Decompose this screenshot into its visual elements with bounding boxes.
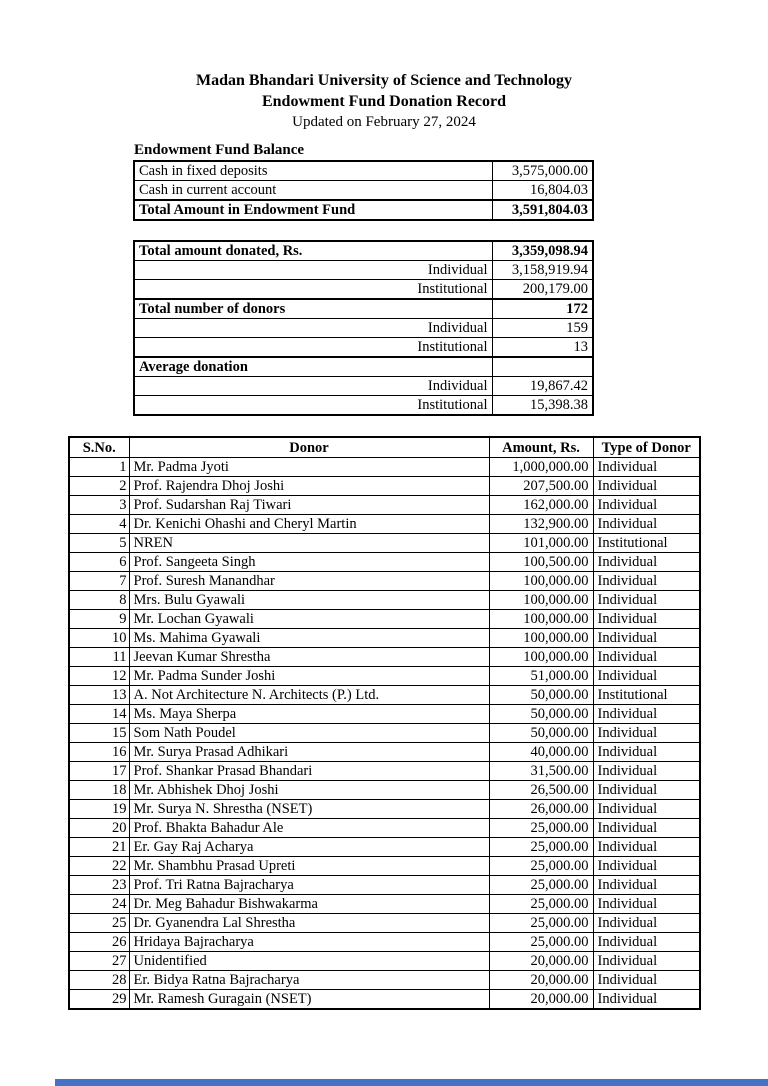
donor-cell: Prof. Sangeeta Singh bbox=[129, 553, 489, 572]
summary-row bbox=[134, 396, 593, 416]
donor-cell: Jeevan Kumar Shrestha bbox=[129, 648, 489, 667]
amount-cell: 25,000.00 bbox=[489, 895, 593, 914]
table-row bbox=[69, 857, 700, 876]
sno-cell: 19 bbox=[69, 800, 129, 819]
table-row bbox=[69, 819, 700, 838]
balance-heading: Endowment Fund Balance bbox=[134, 142, 305, 158]
amount-cell: 20,000.00 bbox=[489, 971, 593, 990]
sno-cell: 1 bbox=[69, 458, 129, 477]
amount-cell: 50,000.00 bbox=[489, 705, 593, 724]
table-row bbox=[69, 477, 700, 496]
summary-label: Individual bbox=[134, 261, 492, 280]
balance-body bbox=[134, 161, 593, 220]
sno-cell: 27 bbox=[69, 952, 129, 971]
donor-cell: Dr. Kenichi Ohashi and Cheryl Martin bbox=[129, 515, 489, 534]
sno-cell: 17 bbox=[69, 762, 129, 781]
table-row bbox=[69, 572, 700, 591]
balance-row bbox=[134, 161, 593, 181]
donor-cell: Prof. Rajendra Dhoj Joshi bbox=[129, 477, 489, 496]
sno-cell: 10 bbox=[69, 629, 129, 648]
table-row bbox=[69, 591, 700, 610]
type-cell: Individual bbox=[593, 458, 700, 477]
donor-cell: Mr. Abhishek Dhoj Joshi bbox=[129, 781, 489, 800]
donor-list-table bbox=[68, 436, 701, 1010]
donor-cell: Hridaya Bajracharya bbox=[129, 933, 489, 952]
summary-label: Institutional bbox=[134, 338, 492, 358]
type-cell: Individual bbox=[593, 800, 700, 819]
summary-label: Individual bbox=[134, 377, 492, 396]
table-row bbox=[69, 534, 700, 553]
amount-cell: 40,000.00 bbox=[489, 743, 593, 762]
donor-cell: Ms. Maya Sherpa bbox=[129, 705, 489, 724]
balance-row bbox=[134, 181, 593, 201]
table-row bbox=[69, 971, 700, 990]
sno-cell: 20 bbox=[69, 819, 129, 838]
bottom-accent-bar bbox=[55, 1079, 768, 1086]
sno-cell: 26 bbox=[69, 933, 129, 952]
donors-body bbox=[69, 458, 700, 1010]
sno-cell: 5 bbox=[69, 534, 129, 553]
summary-row bbox=[134, 338, 593, 358]
sno-cell: 9 bbox=[69, 610, 129, 629]
sno-cell: 6 bbox=[69, 553, 129, 572]
table-row bbox=[69, 648, 700, 667]
type-cell: Individual bbox=[593, 743, 700, 762]
sno-cell: 12 bbox=[69, 667, 129, 686]
type-cell: Individual bbox=[593, 971, 700, 990]
amount-cell: 51,000.00 bbox=[489, 667, 593, 686]
donor-cell: Mr. Padma Sunder Joshi bbox=[129, 667, 489, 686]
amount-cell: 26,000.00 bbox=[489, 800, 593, 819]
balance-label: Cash in current account bbox=[134, 181, 492, 201]
table-row bbox=[69, 895, 700, 914]
sno-cell: 4 bbox=[69, 515, 129, 534]
balance-row bbox=[134, 200, 593, 220]
table-row bbox=[69, 458, 700, 477]
donor-cell: Er. Bidya Ratna Bajracharya bbox=[129, 971, 489, 990]
summary-value bbox=[492, 357, 593, 377]
summary-value: 15,398.38 bbox=[492, 396, 593, 416]
sno-cell: 24 bbox=[69, 895, 129, 914]
column-header: Donor bbox=[129, 437, 489, 458]
table-row bbox=[69, 781, 700, 800]
sno-cell: 11 bbox=[69, 648, 129, 667]
type-cell: Individual bbox=[593, 591, 700, 610]
table-row bbox=[69, 629, 700, 648]
amount-cell: 20,000.00 bbox=[489, 990, 593, 1010]
summary-value: 3,359,098.94 bbox=[492, 241, 593, 261]
summary-value: 159 bbox=[492, 319, 593, 338]
summary-row bbox=[134, 280, 593, 300]
summary-value: 13 bbox=[492, 338, 593, 358]
type-cell: Individual bbox=[593, 572, 700, 591]
table-row bbox=[69, 610, 700, 629]
type-cell: Individual bbox=[593, 648, 700, 667]
donor-cell: Mr. Surya N. Shrestha (NSET) bbox=[129, 800, 489, 819]
donor-cell: Mrs. Bulu Gyawali bbox=[129, 591, 489, 610]
doc-title: Madan Bhandari University of Science and Technology bbox=[195, 72, 573, 89]
type-cell: Individual bbox=[593, 515, 700, 534]
type-cell: Individual bbox=[593, 838, 700, 857]
column-header: Type of Donor bbox=[593, 437, 700, 458]
summary-value: 3,158,919.94 bbox=[492, 261, 593, 280]
summary-label: Institutional bbox=[134, 396, 492, 416]
amount-cell: 26,500.00 bbox=[489, 781, 593, 800]
donor-cell: Prof. Tri Ratna Bajracharya bbox=[129, 876, 489, 895]
type-cell: Individual bbox=[593, 819, 700, 838]
summary-row bbox=[134, 299, 593, 319]
donor-cell: Mr. Surya Prasad Adhikari bbox=[129, 743, 489, 762]
summary-body bbox=[134, 241, 593, 415]
sno-cell: 25 bbox=[69, 914, 129, 933]
amount-cell: 100,000.00 bbox=[489, 629, 593, 648]
donor-cell: Mr. Lochan Gyawali bbox=[129, 610, 489, 629]
type-cell: Individual bbox=[593, 952, 700, 971]
type-cell: Institutional bbox=[593, 534, 700, 553]
sno-cell: 28 bbox=[69, 971, 129, 990]
type-cell: Individual bbox=[593, 705, 700, 724]
donor-cell: Prof. Shankar Prasad Bhandari bbox=[129, 762, 489, 781]
balance-value: 3,575,000.00 bbox=[492, 161, 593, 181]
sno-cell: 16 bbox=[69, 743, 129, 762]
amount-cell: 207,500.00 bbox=[489, 477, 593, 496]
type-cell: Individual bbox=[593, 990, 700, 1010]
donor-cell: Er. Gay Raj Acharya bbox=[129, 838, 489, 857]
table-row bbox=[69, 724, 700, 743]
amount-cell: 25,000.00 bbox=[489, 857, 593, 876]
type-cell: Individual bbox=[593, 762, 700, 781]
summary-label: Total amount donated, Rs. bbox=[134, 241, 492, 261]
summary-row bbox=[134, 241, 593, 261]
donor-cell: Som Nath Poudel bbox=[129, 724, 489, 743]
type-cell: Individual bbox=[593, 895, 700, 914]
summary-row bbox=[134, 357, 593, 377]
type-cell: Individual bbox=[593, 914, 700, 933]
type-cell: Individual bbox=[593, 496, 700, 515]
donor-cell: Mr. Padma Jyoti bbox=[129, 458, 489, 477]
type-cell: Individual bbox=[593, 781, 700, 800]
sno-cell: 2 bbox=[69, 477, 129, 496]
donor-cell: Prof. Bhakta Bahadur Ale bbox=[129, 819, 489, 838]
type-cell: Individual bbox=[593, 667, 700, 686]
amount-cell: 50,000.00 bbox=[489, 686, 593, 705]
sno-cell: 23 bbox=[69, 876, 129, 895]
updated-date: Updated on February 27, 2024 bbox=[292, 114, 476, 130]
type-cell: Individual bbox=[593, 876, 700, 895]
donor-cell: Prof. Suresh Manandhar bbox=[129, 572, 489, 591]
table-row bbox=[69, 667, 700, 686]
amount-cell: 25,000.00 bbox=[489, 914, 593, 933]
amount-cell: 100,000.00 bbox=[489, 610, 593, 629]
table-row bbox=[69, 952, 700, 971]
sno-cell: 8 bbox=[69, 591, 129, 610]
amount-cell: 25,000.00 bbox=[489, 819, 593, 838]
amount-cell: 31,500.00 bbox=[489, 762, 593, 781]
summary-row bbox=[134, 319, 593, 338]
summary-label: Individual bbox=[134, 319, 492, 338]
type-cell: Institutional bbox=[593, 686, 700, 705]
donor-cell: Mr. Ramesh Guragain (NSET) bbox=[129, 990, 489, 1010]
donor-cell: Unidentified bbox=[129, 952, 489, 971]
donation-summary-table bbox=[133, 240, 594, 416]
table-row bbox=[69, 838, 700, 857]
amount-cell: 1,000,000.00 bbox=[489, 458, 593, 477]
amount-cell: 25,000.00 bbox=[489, 876, 593, 895]
sno-cell: 3 bbox=[69, 496, 129, 515]
table-row bbox=[69, 496, 700, 515]
donors-header-row bbox=[69, 437, 700, 458]
sno-cell: 29 bbox=[69, 990, 129, 1010]
table-row bbox=[69, 553, 700, 572]
table-row bbox=[69, 990, 700, 1010]
donor-cell: Prof. Sudarshan Raj Tiwari bbox=[129, 496, 489, 515]
amount-cell: 100,500.00 bbox=[489, 553, 593, 572]
sno-cell: 14 bbox=[69, 705, 129, 724]
sno-cell: 21 bbox=[69, 838, 129, 857]
sno-cell: 15 bbox=[69, 724, 129, 743]
summary-value: 19,867.42 bbox=[492, 377, 593, 396]
column-header: S.No. bbox=[69, 437, 129, 458]
summary-label: Average donation bbox=[134, 357, 492, 377]
amount-cell: 100,000.00 bbox=[489, 648, 593, 667]
type-cell: Individual bbox=[593, 857, 700, 876]
sno-cell: 13 bbox=[69, 686, 129, 705]
amount-cell: 25,000.00 bbox=[489, 838, 593, 857]
amount-cell: 50,000.00 bbox=[489, 724, 593, 743]
table-row bbox=[69, 762, 700, 781]
balance-value: 16,804.03 bbox=[492, 181, 593, 201]
table-row bbox=[69, 743, 700, 762]
column-header: Amount, Rs. bbox=[489, 437, 593, 458]
table-row bbox=[69, 914, 700, 933]
type-cell: Individual bbox=[593, 477, 700, 496]
type-cell: Individual bbox=[593, 933, 700, 952]
summary-row bbox=[134, 377, 593, 396]
type-cell: Individual bbox=[593, 629, 700, 648]
type-cell: Individual bbox=[593, 724, 700, 743]
table-row bbox=[69, 515, 700, 534]
amount-cell: 100,000.00 bbox=[489, 572, 593, 591]
summary-row bbox=[134, 261, 593, 280]
summary-label: Total number of donors bbox=[134, 299, 492, 319]
table-row bbox=[69, 705, 700, 724]
amount-cell: 162,000.00 bbox=[489, 496, 593, 515]
summary-label: Institutional bbox=[134, 280, 492, 300]
balance-label: Cash in fixed deposits bbox=[134, 161, 492, 181]
donor-cell: Mr. Shambhu Prasad Upreti bbox=[129, 857, 489, 876]
table-row bbox=[69, 686, 700, 705]
type-cell: Individual bbox=[593, 610, 700, 629]
summary-value: 172 bbox=[492, 299, 593, 319]
sno-cell: 18 bbox=[69, 781, 129, 800]
amount-cell: 20,000.00 bbox=[489, 952, 593, 971]
donor-cell: Dr. Gyanendra Lal Shrestha bbox=[129, 914, 489, 933]
sno-cell: 22 bbox=[69, 857, 129, 876]
balance-value: 3,591,804.03 bbox=[492, 200, 593, 220]
doc-subtitle: Endowment Fund Donation Record bbox=[261, 93, 507, 110]
donor-cell: NREN bbox=[129, 534, 489, 553]
donor-cell: Dr. Meg Bahadur Bishwakarma bbox=[129, 895, 489, 914]
document-header bbox=[0, 0, 768, 133]
type-cell: Individual bbox=[593, 553, 700, 572]
table-row bbox=[69, 800, 700, 819]
balance-label: Total Amount in Endowment Fund bbox=[134, 200, 492, 220]
table-row bbox=[69, 933, 700, 952]
sno-cell: 7 bbox=[69, 572, 129, 591]
summary-value: 200,179.00 bbox=[492, 280, 593, 300]
amount-cell: 25,000.00 bbox=[489, 933, 593, 952]
amount-cell: 132,900.00 bbox=[489, 515, 593, 534]
table-row bbox=[69, 876, 700, 895]
amount-cell: 100,000.00 bbox=[489, 591, 593, 610]
balance-table bbox=[133, 160, 594, 221]
donor-cell: A. Not Architecture N. Architects (P.) Ltd. bbox=[129, 686, 489, 705]
donor-cell: Ms. Mahima Gyawali bbox=[129, 629, 489, 648]
amount-cell: 101,000.00 bbox=[489, 534, 593, 553]
